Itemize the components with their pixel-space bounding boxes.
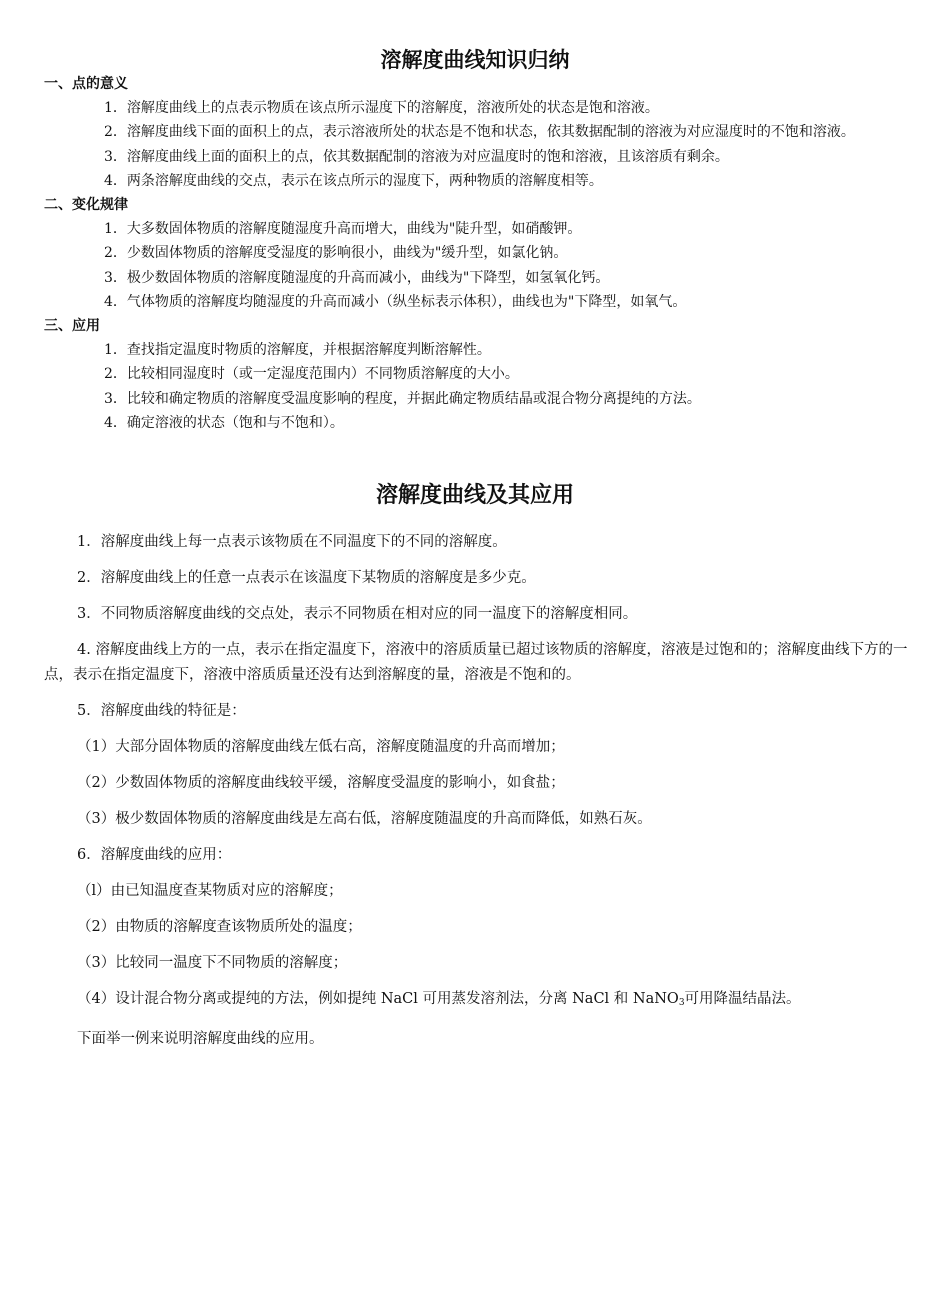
paragraph [44, 987, 908, 1016]
paragraph: 5．溶解度曲线的特征是： [77, 703, 246, 719]
paragraph-text: 可用降温结晶法。 [684, 991, 801, 1007]
list-item: 3．极少数固体物质的溶解度随湿度的升高而减小，曲线为"下降型，如氢氧化钙。 [104, 269, 610, 286]
list-item: 3．溶解度曲线上面的面积上的点，依其数据配制的溶液为对应温度时的饱和溶液，且该溶质有剩余。 [104, 148, 729, 165]
list-item: 1．溶解度曲线上的点表示物质在该点所示湿度下的溶解度，溶液所处的状态是饱和溶液。 [104, 100, 659, 117]
section-heading-applications: 三、应用 [44, 318, 100, 335]
section-heading-change-rules: 二、变化规律 [44, 197, 128, 214]
paragraph: 3．不同物质溶解度曲线的交点处，表示不同物质在相对应的同一温度下的溶解度相同。 [77, 606, 638, 622]
list-item: 4．两条溶解度曲线的交点，表示在该点所示的湿度下，两种物质的溶解度相等。 [104, 172, 603, 189]
paragraph: （1）大部分固体物质的溶解度曲线左低右高，溶解度随温度的升高而增加； [77, 739, 565, 755]
paragraph: （3）极少数固体物质的溶解度曲线是左高右低，溶解度随温度的升高而降低，如熟石灰。 [77, 811, 652, 827]
paragraph: 1．溶解度曲线上每一点表示该物质在不同温度下的不同的溶解度。 [77, 534, 507, 550]
list-item: 4．确定溶液的状态（饱和与不饱和）。 [104, 414, 344, 431]
paragraph: （l）由已知温度查某物质对应的溶解度； [77, 883, 343, 899]
list-item: 2．少数固体物质的溶解度受湿度的影响很小，曲线为"缓升型，如氯化钠。 [104, 245, 568, 262]
paragraph: 6．溶解度曲线的应用： [77, 847, 232, 863]
knowledge-summary [44, 72, 904, 435]
page-title: 溶解度曲线知识归纳 [380, 48, 570, 72]
section-heading-point-meaning: 一、点的意义 [44, 76, 128, 92]
list-item: 4．气体物质的溶解度均随湿度的升高而减小（纵坐标表示体积），曲线也为"下降型，如氧气。 [104, 293, 687, 310]
curve-applications [44, 530, 908, 1063]
list-item: 2．比较相同湿度时（或一定湿度范围内）不同物质溶解度的大小。 [104, 366, 519, 383]
subscript: 3 [678, 998, 685, 1008]
paragraph: （2）少数固体物质的溶解度曲线较平缓，溶解度受温度的影响小，如食盐； [77, 775, 565, 791]
paragraph: （3）比较同一温度下不同物质的溶解度； [77, 955, 348, 971]
section-title: 溶解度曲线及其应用 [375, 483, 574, 508]
list-item: 1．大多数固体物质的溶解度随湿度升高而增大，曲线为"陡升型，如硝酸钾。 [104, 221, 582, 238]
list-item: 2．溶解度曲线下面的面积上的点，表示溶液所处的状态是不饱和状态，依其数据配制的溶液为对应湿度时的不饱和溶液。 [104, 124, 855, 141]
paragraph-text: （4）设计混合物分离或提纯的方法，例如提纯 NaCl 可用蒸发溶剂法，分离 NaCl 和 NaNO [77, 991, 679, 1007]
list-item: 1．查找指定温度时物质的溶解度，并根据溶解度判断溶解性。 [104, 342, 491, 359]
list-item: 3．比较和确定物质的溶解度受温度影响的程度，并据此确定物质结晶或混合物分离提纯的方法。 [104, 390, 701, 407]
paragraph: 下面举一例来说明溶解度曲线的应用。 [77, 1031, 324, 1047]
paragraph: 2．溶解度曲线上的任意一点表示在该温度下某物质的溶解度是多少克。 [77, 570, 536, 586]
paragraph: 4. 溶解度曲线上方的一点，表示在指定温度下，溶液中的溶质质量已超过该物质的溶解度，溶液是过饱和的；溶解度曲线下方的一点，表示在指定温度下，溶液中溶质质量还没有达到溶解度的量，溶液是不饱和的。 [44, 642, 908, 683]
paragraph: （2）由物质的溶解度查该物质所处的温度； [77, 919, 362, 935]
